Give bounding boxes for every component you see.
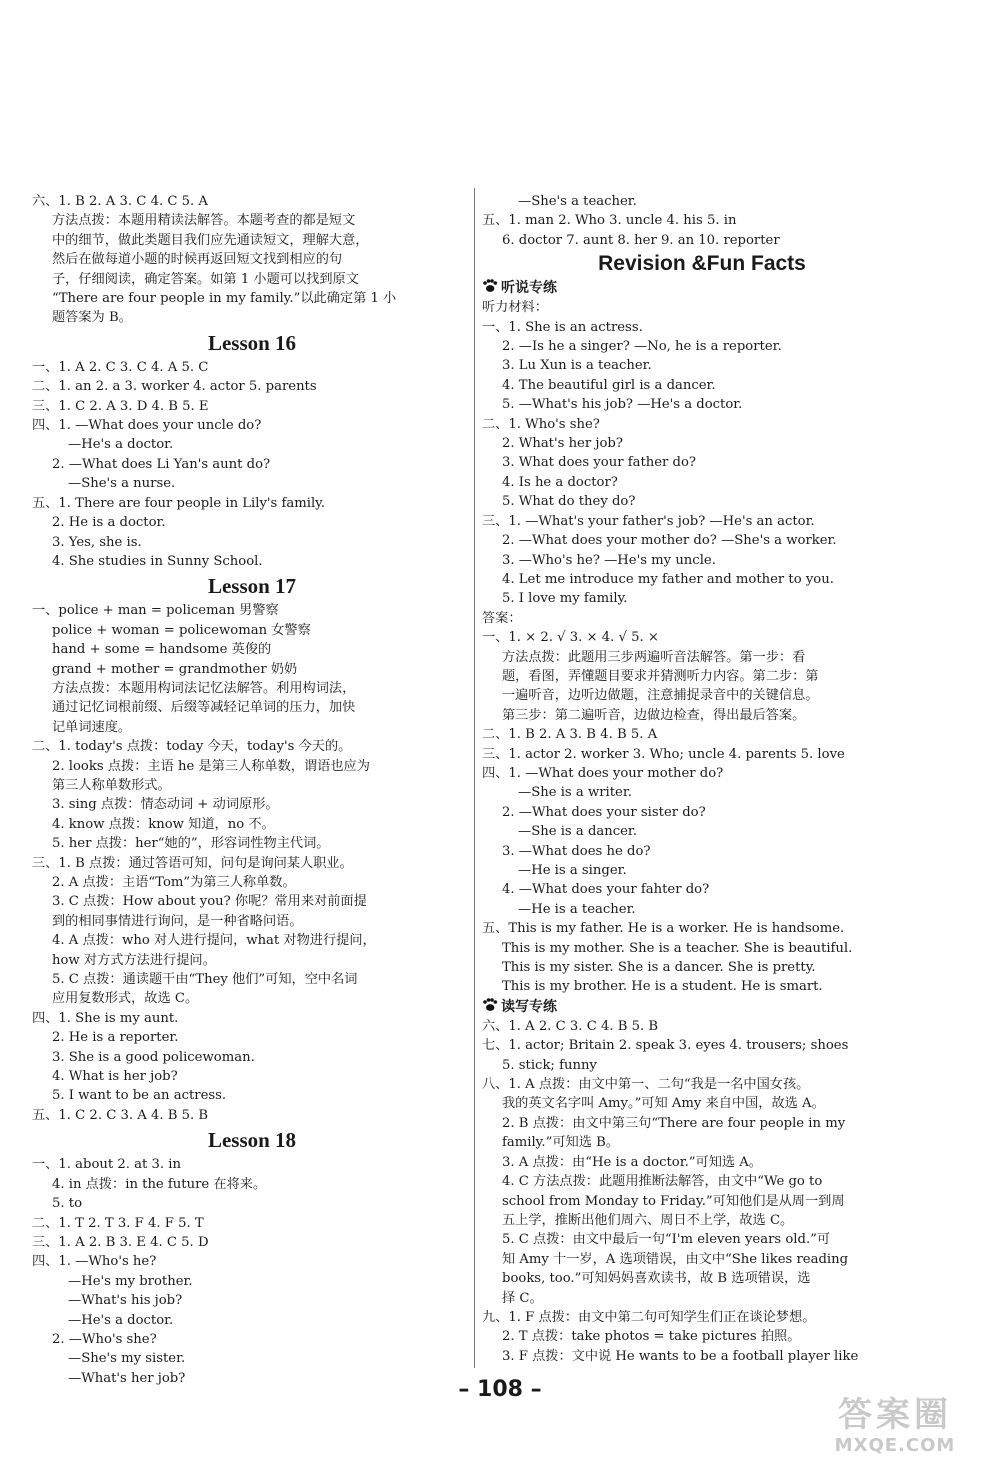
answer-line: 方法点拨：本题用精读法解答。本题考查的都是短文 [52, 213, 356, 229]
answer-line: —She is a dancer. [518, 824, 637, 840]
answer-line: —He is a teacher. [518, 901, 636, 917]
answer-line: 六、1. B 2. A 3. C 4. C 5. A [32, 194, 208, 209]
answer-line: “There are four people in my family.”以此确定第 1 小 [52, 291, 397, 307]
answer-line: 第三人称单数形式。 [52, 777, 171, 793]
answer-line: 二、1. B 2. A 3. B 4. B 5. A [482, 727, 658, 743]
answer-line: how 对方式方法进行提问。 [52, 952, 216, 968]
answer-line: 3. —What does he do? [502, 843, 651, 859]
watermark-text: 答案圈 [838, 1395, 952, 1435]
answer-line: 3. F 点拨：文中说 He wants to be a football player like [502, 1348, 859, 1364]
answer-line: 二、1. T 2. T 3. F 4. F 5. T [32, 1215, 204, 1231]
answer-line: 4. C 方法点拨：此题用推断法解答，由文中“We go to [502, 1174, 823, 1190]
answer-line: 2. —Who's she? [52, 1331, 157, 1347]
answer-line: —She's a nurse. [68, 476, 176, 492]
answer-line: 六、1. A 2. C 3. C 4. B 5. B [482, 1018, 659, 1034]
answer-line: 一、1. about 2. at 3. in [32, 1157, 181, 1173]
answer-line: —She's my sister. [68, 1351, 186, 1367]
answer-line: 三、1. actor 2. worker 3. Who; uncle 4. parents 5. love [482, 746, 845, 762]
practice-subheading [482, 997, 922, 1017]
answer-line: 一、1. A 2. C 3. C 4. A 5. C [32, 359, 209, 375]
answer-line: 记单词速度。 [52, 719, 132, 735]
answer-line: 3. A 点拨：由“He is a doctor.”可知选 A。 [502, 1154, 762, 1170]
answer-line: 通过记忆词根前缀、后缀等减轻记单词的压力，加快 [52, 700, 356, 716]
answer-line: 4. Is he a doctor? [502, 474, 618, 490]
answer-line: 2. T 点拨：take photos = take pictures 拍照。 [502, 1329, 801, 1345]
answer-line: 5. C 点拨：由文中最后一句“I'm eleven years old.”可 [502, 1232, 831, 1248]
answer-line: 4. in 点拨：in the future 在将来。 [52, 1176, 267, 1192]
lesson-heading: Lesson 16 [207, 330, 297, 355]
column-divider [474, 188, 475, 1368]
watermark-url: MXQE.COM [834, 1435, 956, 1456]
answer-line: 4. —What does your fahter do? [502, 882, 710, 898]
answer-line: 第三步：第二遍听音，边做边检查，得出最后答案。 [502, 707, 806, 723]
answer-line: 四、1. —What does your mother do? [482, 765, 724, 781]
answer-line: 5. her 点拨：her“她的”，形容词性物主代词。 [52, 836, 330, 852]
answer-line: 5. I love my family. [502, 591, 628, 607]
answer-line: 5. stick; funny [502, 1057, 597, 1073]
paw-icon [482, 279, 498, 293]
answer-line: 2. B 点拨：由文中第三句“There are four people in my [502, 1115, 846, 1131]
answer-line: 3. C 点拨：How about you? 你呢？常用来对前面提 [52, 894, 367, 910]
answer-line: 五上学，推断出他们周六、周日不上学，故选 C。 [502, 1212, 794, 1228]
answer-line: 5. to [52, 1196, 83, 1212]
answer-line: 九、1. F 点拨：由文中第二句可知学生们正在谈论梦想。 [482, 1309, 816, 1325]
answer-line: books, too.”可知妈妈喜欢读书，故 B 选项错误，选 [502, 1271, 811, 1287]
answer-line: 二、1. Who's she? [482, 416, 600, 432]
subheading-label: 听说专练 [501, 280, 557, 297]
paw-icon [482, 998, 498, 1012]
answer-line: 一遍听音，边听边做题，注意捕捉录音中的关键信息。 [502, 688, 819, 704]
answer-line: 3. She is a good policewoman. [52, 1049, 255, 1065]
practice-subheading [482, 278, 922, 298]
section-heading: Revision &Fun Facts [598, 252, 806, 276]
answer-line: 2. —What does your mother do? —She's a worker. [502, 533, 837, 549]
page-number: – 108 – [458, 1377, 542, 1402]
answer-line: 2. He is a reporter. [52, 1030, 179, 1046]
answer-line: 4. What is her job? [52, 1069, 178, 1085]
answer-line: —He's a doctor. [68, 1312, 174, 1328]
answer-line: 一、police + man = policeman 男警察 [32, 603, 279, 619]
answer-line: school from Monday to Friday.”可知他们是从周一到周 [502, 1193, 845, 1209]
answer-line: 七、1. actor; Britain 2. speak 3. eyes 4. trousers; shoes [482, 1038, 849, 1054]
answer-line: 3. sing 点拨：情态动词 + 动词原形。 [52, 797, 279, 813]
answer-line: —He's my brother. [68, 1273, 193, 1289]
answer-line: 我的英文名字叫 Amy。”可知 Amy 来自中国，故选 A。 [502, 1096, 825, 1112]
answer-line: 6. doctor 7. aunt 8. her 9. an 10. reporter [502, 232, 780, 248]
subheading-label: 读写专练 [501, 998, 557, 1015]
answer-line: 2. He is a doctor. [52, 515, 166, 531]
answer-line: 五、1. There are four people in Lily's family. [32, 495, 326, 511]
answer-line: 五、1. man 2. Who 3. uncle 4. his 5. in [482, 213, 737, 229]
answer-line: grand + mother = grandmother 奶奶 [52, 661, 298, 677]
answer-line: 到的相同事情进行询问，是一种省略问语。 [52, 913, 303, 929]
answer-line: 四、1. She is my aunt. [32, 1010, 179, 1026]
answer-line: —She is a writer. [518, 785, 632, 801]
answer-line: —He's a doctor. [68, 437, 174, 453]
answer-line: 方法点拨：此题用三步两遍听音法解答。第一步：看 [502, 649, 806, 665]
answer-line: 四、1. —Who's he? [32, 1254, 157, 1270]
answer-line: 题答案为 B。 [52, 310, 132, 326]
answer-line: This is my brother. He is a student. He is smart. [502, 979, 823, 995]
answer-line: 题，看图，弄懂题目要求并猜测听力内容。第二步：第 [502, 668, 819, 684]
answer-line: 4. Let me introduce my father and mother to you. [502, 571, 834, 587]
answer-line: 二、1. today's 点拨：today 今天，today's 今天的。 [32, 739, 352, 755]
answer-line: 三、1. B 点拨：通过答语可知，问句是询问某人职业。 [32, 855, 353, 871]
answer-line: 2. —What does your sister do? [502, 804, 706, 820]
watermark-logo [800, 1395, 990, 1465]
answer-line: 子，仔细阅读，确定答案。如第 1 小题可以找到原文 [52, 271, 359, 287]
answer-line: 2. looks 点拨：主语 he 是第三人称单数，谓语也应为 [52, 758, 370, 774]
answer-line: 4. She studies in Sunny School. [52, 553, 263, 569]
answer-line: 3. What does your father do? [502, 455, 696, 471]
answer-line: 5. —What's his job? —He's a doctor. [502, 397, 743, 413]
answer-line: 方法点拨：本题用构词法记忆法解答。利用构词法， [52, 680, 356, 696]
answer-line: 然后在做每道小题的时候再返回短文找到相应的句 [52, 252, 343, 268]
answer-line: 4. The beautiful girl is a dancer. [502, 377, 716, 393]
answer-line: 3. Lu Xun is a teacher. [502, 358, 652, 374]
answer-line: 4. know 点拨：know 知道，no 不。 [52, 816, 275, 832]
answer-line: police + woman = policewoman 女警察 [52, 622, 311, 638]
answer-line: 5. C 点拨：通读题干由“They 他们”可知，空中名词 [52, 972, 358, 988]
answer-line: 三、1. C 2. A 3. D 4. B 5. E [32, 398, 209, 414]
lesson-heading: Lesson 17 [207, 574, 297, 599]
answer-line: 2. —What does Li Yan's aunt do? [52, 456, 271, 472]
answer-line: —What's his job? [68, 1293, 183, 1309]
answer-line: 一、1. She is an actress. [482, 319, 643, 335]
answer-line: 2. What's her job? [502, 436, 623, 452]
left-column [32, 192, 472, 1388]
answer-line: 八、1. A 点拨：由文中第一、二句“我是一名中国女孩。 [482, 1077, 810, 1093]
answer-line: 2. A 点拨：主语“Tom”为第三人称单数。 [52, 875, 296, 890]
answer-line: 中的细节，做此类题目我们应先通读短文，理解大意， [52, 232, 369, 248]
answer-line: 3. —Who's he? —He's my uncle. [502, 552, 716, 568]
answer-line: —What's her job? [68, 1370, 186, 1386]
answer-line: 3. Yes, she is. [52, 534, 142, 550]
answer-line: 知 Amy 十一岁，A 选项错误，由文中“She likes reading [502, 1251, 849, 1267]
answer-line: 4. A 点拨：who 对人进行提问，what 对物进行提问， [52, 933, 376, 949]
answer-line: —She's a teacher. [518, 194, 637, 209]
answer-line: —He is a singer. [518, 863, 627, 878]
answer-line: This is my mother. She is a teacher. She is beautiful. [502, 940, 853, 956]
answer-line: 五、This is my father. He is a worker. He is handsome. [482, 921, 845, 937]
answer-line: 听力材料： [482, 300, 548, 316]
answer-line: 三、1. —What's your father's job? —He's an actor. [482, 513, 815, 529]
lesson-heading: Lesson 18 [207, 1128, 297, 1153]
answer-line: This is my sister. She is a dancer. She is pretty. [502, 960, 816, 976]
answer-line: 应用复数形式，故选 C。 [52, 991, 199, 1007]
answer-line: family.”可知选 B。 [502, 1135, 619, 1151]
answer-line: 5. I want to be an actress. [52, 1088, 227, 1104]
answer-line: 择 C。 [502, 1290, 543, 1306]
answer-line: 三、1. A 2. B 3. E 4. C 5. D [32, 1234, 209, 1250]
answer-line: 答案： [482, 610, 522, 626]
answer-line: 2. —Is he a singer? —No, he is a reporter. [502, 339, 782, 355]
answer-line: hand + some = handsome 英俊的 [52, 642, 272, 658]
answer-line: 5. What do they do? [502, 494, 636, 510]
answer-line: 四、1. —What does your uncle do? [32, 418, 262, 434]
answer-line: 五、1. C 2. C 3. A 4. B 5. B [32, 1107, 209, 1123]
answer-line: 一、1. × 2. √ 3. × 4. √ 5. × [482, 630, 659, 646]
answer-line: 二、1. an 2. a 3. worker 4. actor 5. parents [32, 379, 317, 395]
right-column [482, 192, 922, 1366]
